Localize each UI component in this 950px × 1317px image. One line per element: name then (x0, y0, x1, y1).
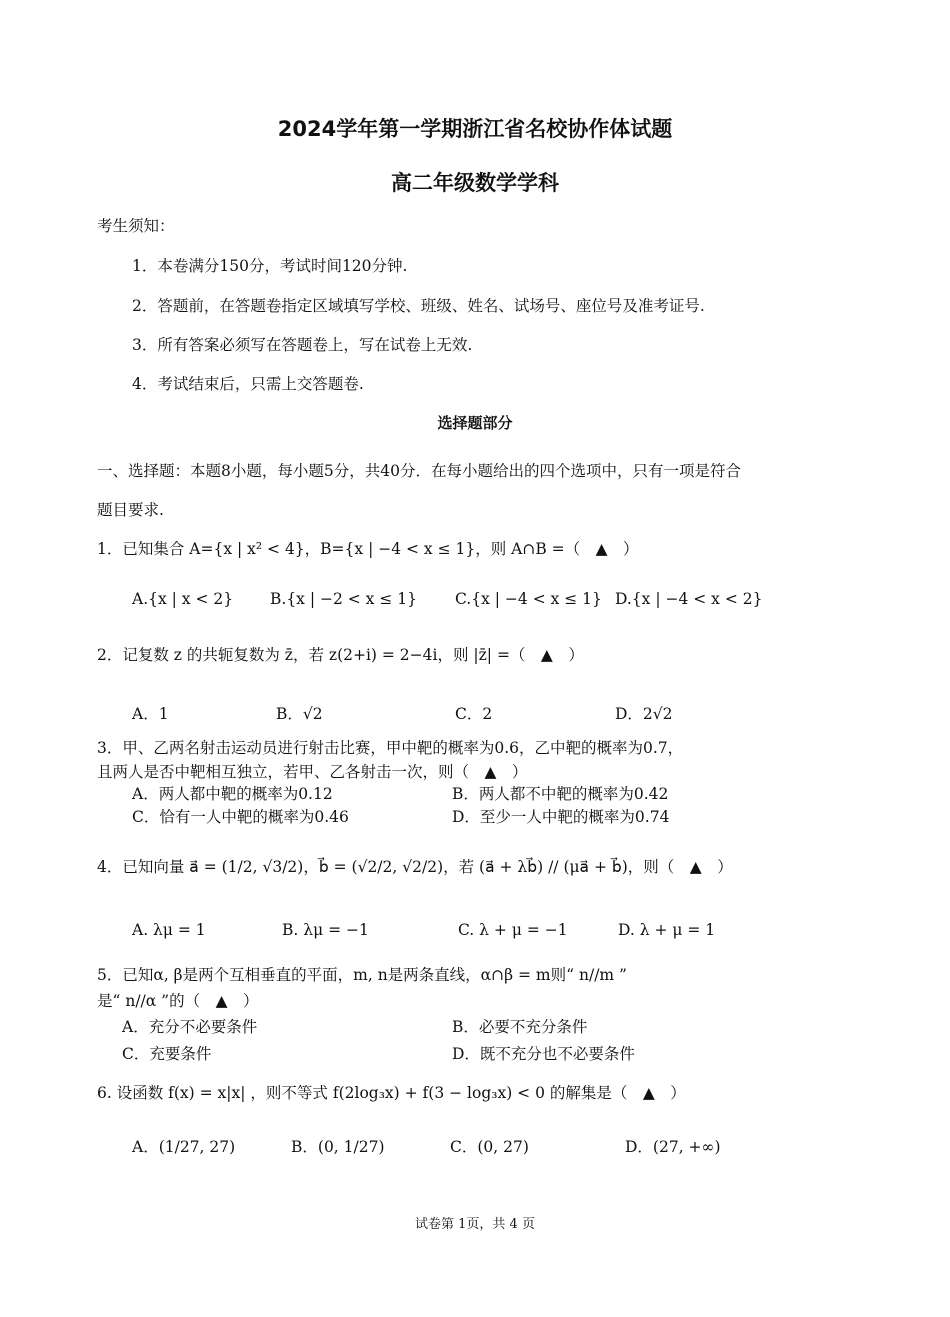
question-2-option-a: A．1 (132, 705, 169, 723)
question-3-stem-line-1: 3．甲、乙两名射击运动员进行射击比赛，甲中靶的概率为0.6，乙中靶的概率为0.7， (97, 739, 684, 757)
question-5-stem-line-2: 是“ n//α ”的（ ▲ ） (97, 992, 259, 1010)
notice-item-1: 1．本卷满分150分，考试时间120分钟. (132, 257, 408, 275)
question-6-option-b: B．(0, 1/27) (291, 1138, 385, 1156)
section-instruction-1: 一、选择题：本题8小题，每小题5分，共40分．在每小题给出的四个选项中，只有一项是符合 (97, 462, 741, 480)
question-3-option-c: C．恰有一人中靶的概率为0.46 (132, 808, 349, 826)
question-5-stem-line-1: 5．已知α, β是两个互相垂直的平面，m, n是两条直线，α∩β = m则“ n//m ” (97, 966, 627, 984)
question-4-option-a: A. λμ = 1 (132, 921, 206, 939)
question-3-option-b: B．两人都不中靶的概率为0.42 (452, 785, 669, 803)
question-3-option-d: D．至少一人中靶的概率为0.74 (452, 808, 670, 826)
page-title: 2024学年第一学期浙江省名校协作体试题 (277, 117, 673, 141)
question-3-option-a: A．两人都中靶的概率为0.12 (132, 785, 333, 803)
question-5-option-a: A．充分不必要条件 (122, 1018, 258, 1036)
question-4-stem: 4．已知向量 a⃗ = (1/2, √3/2)，b⃗ = (√2/2, √2/2)，若 (a⃗ + λb⃗) // (μa⃗ + b⃗)，则（ ▲ ） (97, 858, 733, 876)
question-2-stem: 2．记复数 z 的共轭复数为 z̄，若 z(2+i) = 2−4i，则 |z̄| =（ ▲ ） (97, 646, 584, 664)
question-2-option-d: D．2√2 (615, 705, 673, 723)
question-4-option-d: D. λ + μ = 1 (618, 921, 716, 939)
question-5-option-c: C．充要条件 (122, 1045, 212, 1063)
question-1-option-c: C.{x | −4 < x ≤ 1} (455, 590, 602, 608)
section-title: 选择题部分 (437, 414, 513, 432)
question-6-option-c: C．(0, 27) (450, 1138, 529, 1156)
question-2-option-b: B．√2 (276, 705, 323, 723)
question-6-option-d: D．(27, +∞) (625, 1138, 721, 1156)
page-subtitle: 高二年级数学学科 (391, 171, 559, 195)
question-1-stem: 1．已知集合 A={x | x² < 4}，B={x | −4 < x ≤ 1}，则 A∩B =（ ▲ ） (97, 540, 639, 558)
question-1-option-b: B.{x | −2 < x ≤ 1} (270, 590, 417, 608)
question-4-option-b: B. λμ = −1 (282, 921, 369, 939)
notice-heading: 考生须知： (97, 217, 175, 235)
question-1-option-d: D.{x | −4 < x < 2} (615, 590, 763, 608)
question-6-stem: 6. 设函数 f(x) = x|x| ，则不等式 f(2log₃x) + f(3 − log₃x) < 0 的解集是（ ▲ ） (97, 1084, 686, 1102)
question-6-option-a: A．(1/27, 27) (132, 1138, 236, 1156)
question-4-option-c: C. λ + μ = −1 (458, 921, 568, 939)
question-1-option-a: A.{x | x < 2} (132, 590, 234, 608)
page-footer: 试卷第 1页，共 4 页 (415, 1217, 535, 1232)
question-5-option-b: B．必要不充分条件 (452, 1018, 588, 1036)
question-3-stem-line-2: 且两人是否中靶相互独立，若甲、乙各射击一次，则（ ▲ ） (97, 763, 528, 781)
notice-item-3: 3．所有答案必须写在答题卷上，写在试卷上无效. (132, 336, 473, 354)
notice-item-2: 2．答题前，在答题卷指定区域填写学校、班级、姓名、试场号、座位号及准考证号. (132, 297, 705, 315)
question-5-option-d: D．既不充分也不必要条件 (452, 1045, 635, 1063)
notice-item-4: 4．考试结束后，只需上交答题卷. (132, 375, 364, 393)
section-instruction-2: 题目要求. (97, 501, 164, 519)
question-2-option-c: C．2 (455, 705, 493, 723)
